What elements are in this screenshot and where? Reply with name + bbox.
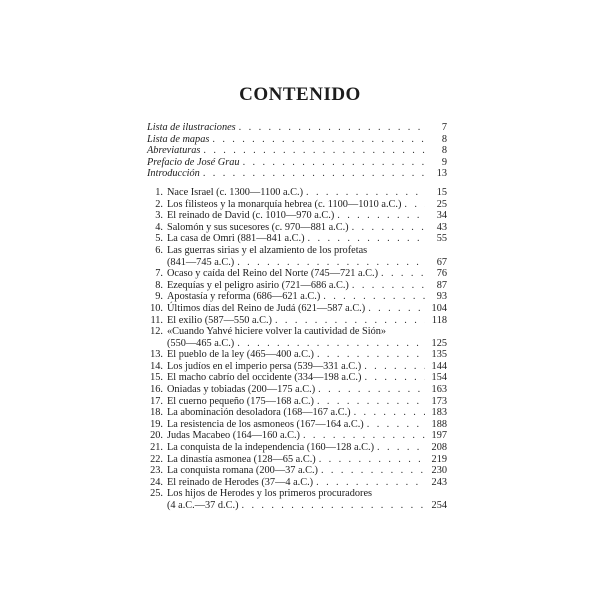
page-number: 254 <box>431 500 447 511</box>
page-number: 43 <box>436 221 447 233</box>
chapter-title: Salomón y sus sucesores (c. 970—881 a.C.) <box>167 221 349 233</box>
entry-title: Abreviaturas <box>147 145 201 157</box>
chapter-row <box>147 303 447 315</box>
dot-leader <box>361 372 425 384</box>
chapter-title: Judas Macabeo (164—160 a.C.) <box>167 430 300 442</box>
chapter-title: Los judíos en el imperio persa (539—331 a.C.) <box>167 360 362 372</box>
dot-leader <box>300 430 425 442</box>
page-number: 55 <box>436 233 447 245</box>
page-number: 135 <box>431 349 447 361</box>
page-number: 7 <box>441 122 447 133</box>
front-matter-row <box>147 134 447 146</box>
chapter-number: 13. <box>150 349 163 361</box>
chapter-title: El reinado de Herodes (37—4 a.C.) <box>167 476 314 488</box>
chapter-title: Nace Israel (c. 1300—1100 a.C.) <box>167 186 304 198</box>
chapter-title: Oniadas y tobiadas (200—175 a.C.) <box>167 384 316 396</box>
chapter-number: 2. <box>155 198 163 210</box>
page-number: 93 <box>436 291 447 303</box>
chapter-number: 21. <box>150 442 163 454</box>
front-matter-row <box>147 122 447 134</box>
page-number: 197 <box>431 430 447 442</box>
chapter-row <box>147 407 447 419</box>
entry-title: Lista de mapas <box>147 133 210 145</box>
chapter-row <box>147 454 447 466</box>
dot-leader <box>349 222 425 234</box>
chapter-number: 24. <box>150 476 163 488</box>
chapter-title: La abominación desoladora (168—167 a.C.) <box>167 407 351 419</box>
chapter-row <box>147 199 447 211</box>
chapter-title: El pueblo de la ley (465—400 a.C.) <box>167 349 314 361</box>
page-number: 183 <box>431 407 447 419</box>
page-number: 8 <box>441 145 447 157</box>
dot-leader <box>361 361 425 373</box>
chapter-row <box>147 245 447 257</box>
chapter-row <box>147 291 447 303</box>
chapter-title: Ocaso y caída del Reino del Norte (745—721 a.C.) <box>167 268 379 280</box>
chapter-row <box>147 315 447 327</box>
chapter-title: La dinastía asmonea (128—65 a.C.) <box>167 453 316 465</box>
chapter-row <box>147 280 447 292</box>
chapter-number: 23. <box>150 465 163 477</box>
chapter-row <box>147 268 447 280</box>
dot-leader <box>240 157 425 169</box>
chapter-number: 1. <box>155 186 163 198</box>
chapter-number: 4. <box>155 221 163 233</box>
chapter-title: La conquista de la independencia (160—128 a.C.) <box>167 442 375 454</box>
chapter-row-continued <box>147 500 447 512</box>
dot-leader <box>365 303 425 315</box>
chapter-row <box>147 187 447 199</box>
chapter-number: 18. <box>150 407 163 419</box>
chapter-row <box>147 326 447 338</box>
dot-leader <box>239 500 426 512</box>
chapter-number: 10. <box>150 302 163 314</box>
page-number: 173 <box>431 395 447 407</box>
page-number: 118 <box>431 314 447 326</box>
chapter-number: 3. <box>155 210 163 222</box>
page-number: 8 <box>441 133 447 145</box>
dot-leader <box>234 257 425 269</box>
chapter-title: El macho cabrío del occidente (334—198 a.C.) <box>167 372 362 384</box>
page-number: 13 <box>436 168 447 180</box>
dot-leader <box>351 407 425 419</box>
dot-leader <box>305 233 425 245</box>
chapter-row <box>147 419 447 431</box>
chapter-title-continued: (4 a.C.—37 d.C.) <box>167 500 239 511</box>
chapter-row <box>147 465 447 477</box>
chapter-number: 20. <box>150 430 163 442</box>
chapter-row <box>147 396 447 408</box>
chapter-row <box>147 233 447 245</box>
chapter-number: 12. <box>150 326 163 338</box>
chapter-title: El exilio (587—550 a.C.) <box>167 314 272 326</box>
dot-leader <box>234 338 425 350</box>
dot-leader <box>315 384 425 396</box>
chapter-number: 6. <box>155 244 163 256</box>
chapter-title: Apostasía y reforma (686—621 a.C.) <box>167 291 321 303</box>
chapter-row <box>147 442 447 454</box>
chapter-number: 11. <box>150 314 163 326</box>
dot-leader <box>272 315 425 327</box>
chapter-row <box>147 430 447 442</box>
chapter-number: 17. <box>150 395 163 407</box>
entry-title: Lista de ilustraciones <box>147 122 236 133</box>
chapter-row <box>147 372 447 384</box>
chapter-number: 15. <box>150 372 163 384</box>
section-gap <box>147 180 447 187</box>
page-number: 163 <box>431 384 447 396</box>
page-number: 243 <box>431 476 447 488</box>
page-number: 34 <box>436 210 447 222</box>
chapter-row <box>147 488 447 500</box>
chapter-row <box>147 361 447 373</box>
chapter-title-continued: (550—465 a.C.) <box>167 337 235 349</box>
chapter-number: 5. <box>155 233 163 245</box>
entry-title: Introducción <box>147 168 200 180</box>
page-number: 219 <box>431 453 447 465</box>
page-number: 208 <box>431 442 447 454</box>
dot-leader <box>303 187 425 199</box>
chapter-row <box>147 384 447 396</box>
dot-leader <box>200 145 425 157</box>
page-number: 9 <box>441 156 447 168</box>
chapter-row-continued <box>147 338 447 350</box>
page-number: 230 <box>431 465 447 477</box>
dot-leader <box>209 134 425 146</box>
dot-leader <box>314 349 425 361</box>
front-matter-row <box>147 157 447 169</box>
page-number: 67 <box>436 256 447 268</box>
page-number: 154 <box>431 372 447 384</box>
dot-leader <box>374 442 425 454</box>
page-number: 15 <box>436 186 447 198</box>
dot-leader <box>314 396 425 408</box>
front-matter-row <box>147 145 447 157</box>
chapter-row <box>147 210 447 222</box>
chapter-row <box>147 349 447 361</box>
page-title: CONTENIDO <box>239 84 361 105</box>
chapter-title-continued: (841—745 a.C.) <box>167 256 235 268</box>
chapter-title: Los filisteos y la monarquía hebrea (c. 1100—1010 a.C.) <box>167 198 402 210</box>
dot-leader <box>320 291 425 303</box>
page-number: 76 <box>436 268 447 280</box>
chapter-title: El reinado de David (c. 1010—970 a.C.) <box>167 210 335 222</box>
chapter-title: Los hijos de Herodes y los primeros procuradores <box>167 488 373 500</box>
chapter-number: 25. <box>150 488 163 500</box>
dot-leader <box>378 268 425 280</box>
chapter-number: 19. <box>150 418 163 430</box>
chapter-number: 14. <box>150 360 163 372</box>
chapter-title: La resistencia de los asmoneos (167—164 a.C.) <box>167 418 364 430</box>
dot-leader <box>313 477 425 489</box>
entry-title: Prefacio de José Grau <box>147 156 240 168</box>
front-matter-row <box>147 168 447 180</box>
chapter-title: El cuerno pequeño (175—168 a.C.) <box>167 395 314 407</box>
chapter-number: 22. <box>150 453 163 465</box>
dot-leader <box>334 210 425 222</box>
chapter-number: 9. <box>155 291 163 303</box>
chapter-title: Últimos días del Reino de Judá (621—587 a.C.) <box>167 302 366 314</box>
chapter-number: 8. <box>155 279 163 291</box>
chapter-row-continued <box>147 257 447 269</box>
page-number: 125 <box>431 337 447 349</box>
page-number: 188 <box>431 418 447 430</box>
chapter-title: Las guerras sirias y el alzamiento de los profetas <box>167 244 368 256</box>
chapter-number: 16. <box>150 384 163 396</box>
dot-leader <box>401 199 425 211</box>
chapter-title: La conquista romana (200—37 a.C.) <box>167 465 318 477</box>
dot-leader <box>318 465 425 477</box>
dot-leader <box>200 168 425 180</box>
chapter-number: 7. <box>155 268 163 280</box>
chapter-title: Ezequías y el peligro asirio (721—686 a.C.) <box>167 279 349 291</box>
page-number: 104 <box>431 302 447 314</box>
page-number: 87 <box>436 279 447 291</box>
dot-leader <box>236 122 425 134</box>
table-of-contents <box>147 122 447 512</box>
dot-leader <box>349 280 425 292</box>
chapter-title: La casa de Omri (881—841 a.C.) <box>167 233 305 245</box>
page-number: 25 <box>436 198 447 210</box>
page-number: 144 <box>431 360 447 372</box>
dot-leader <box>316 454 425 466</box>
chapter-row <box>147 222 447 234</box>
chapter-row <box>147 477 447 489</box>
dot-leader <box>364 419 425 431</box>
chapter-title: «Cuando Yahvé hiciere volver la cautividad de Sión» <box>167 326 387 338</box>
